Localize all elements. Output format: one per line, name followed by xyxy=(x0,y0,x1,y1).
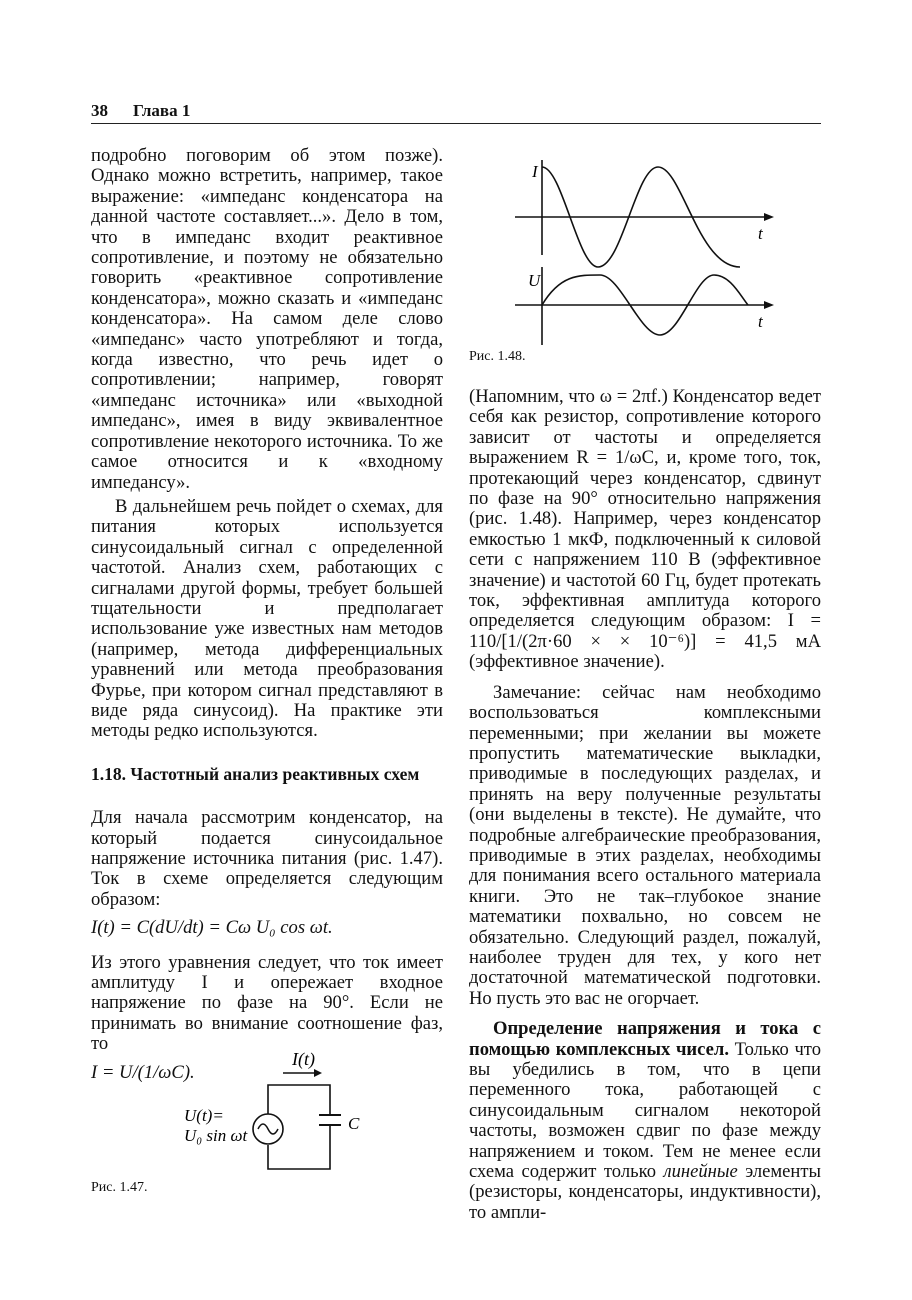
capacitor-label: C xyxy=(348,1114,360,1133)
paragraph: подробно поговорим об этом позже). Однако можно встретить, например, такое выражение: «импеданс конденсатора на данной частоте составляет...». Дело в том, что в импеданс входит реактивное сопротивление, и поэтому не обязательно говорить «реактивное сопротивление конденсатора», можно сказать и «импеданс конденсатора». На самом деле слово «импеданс» часто употребляют и тогда, когда известно, что речь идет о сопротивлении; например, говорят «импеданс источника» или «выходной импеданс», имея в виду эквивалентное сопротивление некоторого источника. То же самое относится и к «входному импедансу». xyxy=(91,145,443,493)
axis-label-time-top: t xyxy=(758,224,763,243)
figure-1-48-waveforms xyxy=(500,155,790,345)
paragraph: Замечание: сейчас нам необходимо воспользоваться комплексными переменными; при желании вы можете пропустить математические выкладки, приводимые в последующих разделах, и принять на веру полученные результаты (они выделены в тексте). Не думайте, что подробные алгебраические преобразования, приводимые в этих разделах, необходимы для понимания всего остального материала книги. Это не так–глубокое знание математики похвально, но совсем не обязательно. Следующий раздел, пожалуй, наиболее труден для тех, у кого нет достаточной математической подготовки. Но пусть это вас не огорчает. xyxy=(469,681,821,1009)
figure-caption: Рис. 1.48. xyxy=(469,349,526,364)
emphasis: линейные xyxy=(663,1161,738,1183)
axis-label-voltage: U xyxy=(528,271,541,290)
source-label-line1: U(t)= xyxy=(184,1106,224,1125)
figure-caption: Рис. 1.47. xyxy=(91,1180,148,1195)
page-number: 38 xyxy=(91,101,108,120)
chapter-title: Глава 1 xyxy=(133,101,191,120)
paragraph: В дальнейшем речь пойдет о схемах, для питания которых используется синусоидальный сигнал с определенной частотой. Анализ схем, работающих с сигналами другой формы, требует большей тщательности и предполагает использование уже известных нам методов (например, метода дифференциальных уравнений или метода преобразования Фурье, при котором сигнал представляют в виде ряда синусоид). На практике эти методы редко используются. xyxy=(91,495,443,742)
paragraph xyxy=(469,1019,821,1223)
section-heading: 1.18. Частотный анализ реактивных схем xyxy=(91,763,420,784)
formula: I(t) = C(dU/dt) = Cω U₀ cos ωt. xyxy=(91,917,333,939)
current-label: I(t) xyxy=(292,1049,315,1069)
left-column xyxy=(91,146,443,1087)
figure-1-47-circuit xyxy=(180,1045,380,1175)
right-column xyxy=(469,387,821,1223)
running-header xyxy=(91,101,821,124)
paragraph: Для начала рассмотрим конденсатор, на который подается синусоидальное напряжение источника питания (рис. 1.47). Ток в схеме определяется следующим образом: xyxy=(91,807,443,910)
source-label-line2: U₀ sin ωt xyxy=(184,1126,248,1145)
text-run: Только что вы убедились в том, что в цепи переменного тока, работающей с синусоидальным сигналом некоторой частоты, возможен сдвиг по фазе между напряжением и током. Тем не менее если схема содержит только xyxy=(469,1038,821,1183)
run-in-heading: Определение напряжения и тока с помощью комплексных чисел. xyxy=(469,1018,821,1060)
formula: I = U/(1/ωC). xyxy=(91,1061,195,1083)
paragraph: (Напомним, что ω = 2πf.) Конденсатор ведет себя как резистор, сопротивление которого зависит от частоты и определяется выражением R = 1/ωC, и, кроме того, ток, протекающий через конденсатор, сдвинут по фазе на 90° относительно напряжения (рис. 1.48). Например, через конденсатор емкостью 1 мкФ, подключенный к силовой сети с напряжением 110 В (эффективное значение) и частотой 60 Гц, будет протекать ток, эффективная амплитуда которого определяется следующим образом: I = 110/[1/(2π·60 × × 10⁻⁶)] = 41,5 мА (эффективное значение). xyxy=(469,386,821,673)
axis-label-time-bottom: t xyxy=(758,312,763,331)
paragraph: Из этого уравнения следует, что ток имеет амплитуду I и опережает входное напряжение по фазе на 90°. Если не принимать во внимание соотношение фаз, то xyxy=(91,951,443,1055)
axis-label-current: I xyxy=(532,162,538,181)
text-run: элементы (резисторы, конденсаторы, индуктивности), то ампли- xyxy=(469,1161,821,1223)
